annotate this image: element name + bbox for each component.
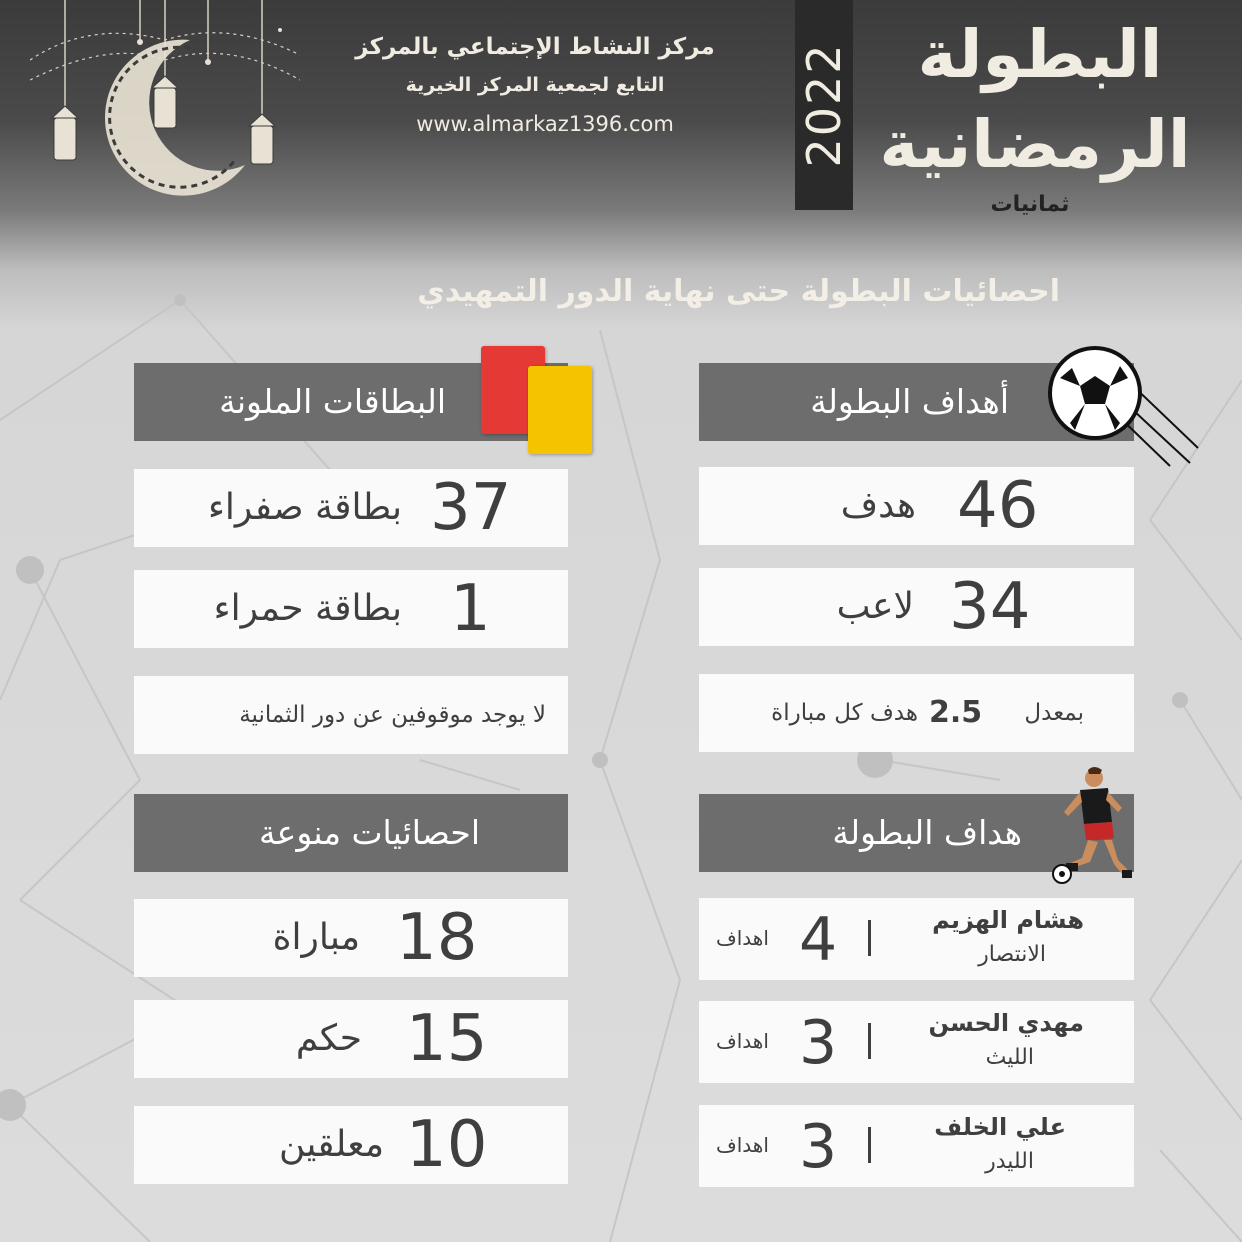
commentators-unit: معلقين xyxy=(278,1124,384,1165)
misc-row-matches xyxy=(134,899,568,977)
referees-value: 15 xyxy=(406,1002,488,1076)
goals-total-value: 46 xyxy=(957,469,1039,543)
tournament-title-line2: الرمضانية xyxy=(879,106,1191,183)
player-icon xyxy=(1042,764,1142,888)
website-link[interactable]: www.almarkaz1396.com xyxy=(416,112,674,136)
cards-row-yellow xyxy=(134,469,568,547)
goals-players-value: 34 xyxy=(949,570,1031,644)
org-affiliation: التابع لجمعية المركز الخيرية xyxy=(405,74,665,96)
scorer-3-goals: 3 xyxy=(799,1112,838,1182)
scorer-1-goals: 4 xyxy=(799,905,838,975)
red-cards-value: 1 xyxy=(450,572,491,646)
misc-section-header xyxy=(134,794,568,872)
scorer-1-separator xyxy=(868,920,871,956)
cards-row-red xyxy=(134,570,568,648)
goals-section-title: أهداف البطولة xyxy=(810,382,1009,421)
scorer-1-goals-label: اهداف xyxy=(716,926,769,950)
scorer-3-name: علي الخلف xyxy=(934,1113,1066,1141)
goals-players-unit: لاعب xyxy=(836,586,914,627)
goals-total-unit: هدف xyxy=(840,485,916,526)
scorer-row-3 xyxy=(699,1105,1134,1187)
goals-row-total xyxy=(699,467,1134,545)
cards-note-row xyxy=(134,676,568,754)
scorer-2-separator xyxy=(868,1023,871,1059)
scorer-2-goals-label: اهداف xyxy=(716,1029,769,1053)
scorer-3-separator xyxy=(868,1127,871,1163)
matches-unit: مباراة xyxy=(272,917,360,958)
goals-average-suffix: هدف كل مباراة xyxy=(771,700,918,726)
scorer-2-goals: 3 xyxy=(799,1008,838,1078)
cards-section-title: البطاقات الملونة xyxy=(219,382,446,421)
misc-row-commentators xyxy=(134,1106,568,1184)
scorer-row-2 xyxy=(699,1001,1134,1083)
goals-average-value: 2.5 xyxy=(929,695,983,730)
scorer-3-goals-label: اهداف xyxy=(716,1133,769,1157)
tournament-subtitle: ثمانيات xyxy=(990,192,1070,217)
soccer-ball-icon xyxy=(1040,338,1200,468)
scorer-row-1 xyxy=(699,898,1134,980)
goals-average-prefix: بمعدل xyxy=(1024,700,1084,726)
scorers-section-title: هداف البطولة xyxy=(832,813,1022,852)
matches-value: 18 xyxy=(396,901,478,975)
scorer-3-team: الليدر xyxy=(985,1149,1034,1174)
goals-row-players xyxy=(699,568,1134,646)
commentators-value: 10 xyxy=(406,1108,488,1182)
yellow-cards-unit: بطاقة صفراء xyxy=(207,487,402,528)
scorer-2-name: مهدي الحسن xyxy=(928,1009,1084,1037)
scorer-2-team: الليث xyxy=(985,1045,1034,1070)
main-heading: احصائيات البطولة حتى نهاية الدور التمهيدي xyxy=(417,274,1060,309)
org-name: مركز النشاط الإجتماعي بالمركز xyxy=(355,34,715,60)
year-label: 2022 xyxy=(797,42,851,168)
red-cards-unit: بطاقة حمراء xyxy=(213,588,402,629)
suspension-note: لا يوجد موقوفين عن دور الثمانية xyxy=(239,702,546,728)
yellow-cards-value: 37 xyxy=(430,471,512,545)
crescent-lantern-icon xyxy=(30,0,300,200)
goals-average-row xyxy=(699,674,1134,752)
tournament-title-line1: البطولة xyxy=(917,16,1163,93)
yellow-card-icon xyxy=(528,366,592,454)
misc-row-referees xyxy=(134,1000,568,1078)
scorer-1-team: الانتصار xyxy=(978,942,1046,967)
referees-unit: حكم xyxy=(295,1018,362,1059)
misc-section-title: احصائيات منوعة xyxy=(258,813,480,852)
scorer-1-name: هشام الهزيم xyxy=(932,906,1084,934)
